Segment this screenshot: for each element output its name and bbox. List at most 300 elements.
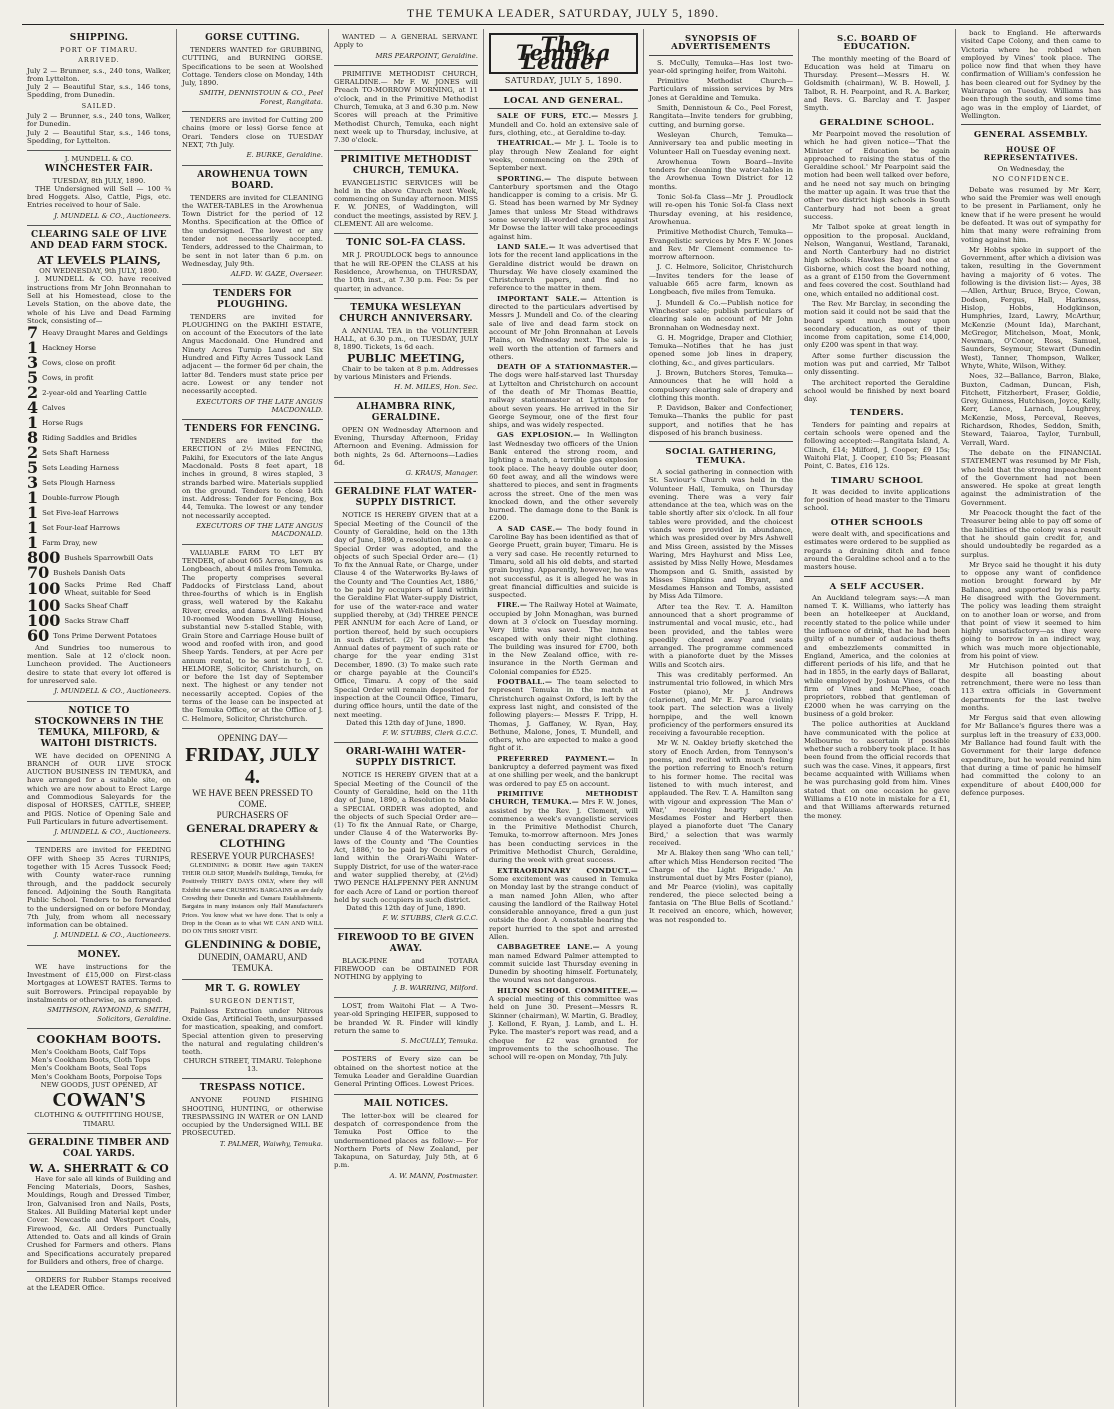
house-heading: HOUSE OF REPRESENTATIVES.	[983, 144, 1079, 162]
ad-body: WANTED — A GENERAL SERVANT. Apply to	[334, 33, 478, 50]
ad-body: POSTERS of Every size can be obtained on the shortest notice at the Temuka Leader and Geraldine Guardian General Printing Offices. Lowest Prices.	[334, 1055, 478, 1089]
stock-item	[27, 518, 171, 538]
paragraph: Smith, Dennistoun & Co., Peel Forest, Rangitata—Invite tenders for grubbing, cutting, and burning gorse.	[649, 104, 793, 129]
paragraph	[489, 678, 638, 753]
paragraph	[489, 243, 638, 293]
paragraph	[489, 175, 638, 241]
paragraph: The Rev. Mr Barclay, in seconding the motion said it could not be said that the board spent much money upon secondary education, as out of their income from capitation, some £14,000, only £200 was spent in that way.	[804, 299, 950, 350]
column-6	[799, 29, 956, 1407]
ad-signature: ALFD. W. GAZE, Overseer.	[230, 270, 323, 279]
paragraph	[489, 943, 638, 984]
ad-signature: E. BURKE, Geraldine.	[246, 151, 323, 160]
water-supply-notice	[334, 483, 478, 743]
alhambra-rink-ad	[334, 398, 478, 484]
ad-heading: AROWHENUA TOWN BOARD.	[197, 169, 308, 191]
ad-heading: GORSE CUTTING.	[205, 33, 300, 43]
ad-signature: J. B. WARRING, Milford.	[393, 983, 478, 992]
paragraph: Debate was resumed by Mr Kerr, who said the Premier was well enough to be present in Parliament, only he knew that if he were present he would be defeated. It was out of sympathy for him that many were refraining from voting against him.	[961, 185, 1101, 244]
stock-description: Sets Leading Harness	[42, 463, 119, 472]
geraldine-heading: GERALDINE SCHOOL.	[819, 117, 935, 128]
ad-date: TUESDAY, 8th JULY, 1890.	[52, 176, 146, 185]
ad-signature: F. W. STUBBS, Clerk G.C.C.	[382, 729, 478, 738]
paragraph-text: It was advertised that lots for the recent land applications in the Geraldine district would be drawn on Thursday. We have closely examined the Christchurch papers, and find no reference to the matter in them.	[489, 242, 638, 293]
ad-meeting: PUBLIC MEETING,	[347, 351, 465, 365]
paragraph: It was decided to invite applications for position of head master to the Timaru school.	[804, 487, 950, 513]
column-5	[644, 29, 799, 1407]
ad-signature: EXECUTORS OF THE LATE ANGUS MACDONALD.	[196, 397, 323, 414]
ad-signature: S. McCULLY, Temuka.	[400, 1037, 478, 1046]
stock-quantity: 4	[27, 398, 39, 418]
paragraph: Noes, 32—Ballance, Barron, Blake, Buxton, Cadman, Duncan, Fish, Fitchett, Fitzherbert, Fraser, Goldie, Grey, Guinness, Hutchison, Joyce, Kelly, Kerr, Lance, Larnach, Loughrey, McKenzie, Moss, Perceval, Reeves, Richardson, Rhodes, Seddon, Smith, Steward, Taiaroa, Taylor, Turnbull, Verrall, Ward.	[961, 372, 1101, 447]
ad-body: TENDERS WANTED for GRUBBING, CUTTING, and BURNING GORSE. Specifications to be seen at Woolshed Cottage. Tenders close on Monday, 14th July, 1890.	[182, 46, 323, 88]
paragraph-lead: SPORTING.—	[497, 174, 552, 183]
stock-item	[27, 458, 171, 478]
stock-description: Hackney Horse	[42, 343, 96, 352]
ad-body: EVANGELISTIC SERVICES will be held in the above Church next Week, commencing on Sunday afternoon. MISS F. W. JONES, of Waddington, will conduct the meetings, assisted by REV. J. CLEMENT. All are welcome.	[334, 178, 478, 229]
geraldine-article	[804, 130, 950, 404]
dateline: SATURDAY, JULY 5, 1890.	[489, 77, 638, 91]
ad-body: BLACK-PINE and TOTARA FIREWOOD can be OBTAINED FOR NOTHING by applying to	[334, 956, 478, 982]
board-heading: S.C. BOARD OF EDUCATION.	[836, 34, 917, 53]
paragraph-text: The dispute between Canterbury sportsmen and the Otago handicapper is coming to a crisis. Mr G. G. Stead has been warned by Mr Sydney James that unless Mr Stead withdraws some severely ill-worded charges against Mr Dowse the latter will take proceedings against him.	[489, 174, 638, 241]
stock-description: Set Five-leaf Harrows	[42, 508, 119, 517]
social-heading: SOCIAL GATHERING, TEMUKA.	[665, 447, 777, 466]
paragraph: An Auckland telegram says:—A man named T. K. Williams, who latterly has been an hotelkeeper at Auckland, recently stated to the police while under the influence of drink, that he had been guilty of a number of audacious thefts and embezzlements committed in England, America, and the colonies at different periods of his life, and that he had in 1855, in the early days of Ballarat, while employed by Joshua Vines, of the firm of Vines and McPhee, coach proprietors, robbed that gentleman of £2000 when he was carrying on the business of a gold broker.	[804, 593, 950, 718]
ad-body: WE have instructions for the Investment of £15,000 on First-class Mortgages at LOWEST RATES. Terms to suit Borrowers. Principal repayable by instalments or otherwise, as arranged.	[27, 962, 171, 1004]
paragraph	[489, 112, 638, 137]
paragraph	[489, 601, 638, 676]
ad-tail: And Sundries too numerous to mention. Sale at 12 o'clock noon. Luncheon provided. The Auctioneers desire to state that every lot offered is for unreserved sale.	[27, 643, 171, 685]
ad-body: TENDERS are invited for CLEANING the WATER-TABLES in the Arowhenua Town District for the period of 12 Months. Specification at the Office of the undersigned. The lowest or any tender not necessarily accepted. Tenders, addressed to the Chairman, to be sent in not later than 6 p.m. on Wednesday, July 9th.	[182, 193, 323, 268]
ad-heading: MR T. G. ROWLEY	[204, 983, 301, 994]
paragraph: This was creditably performed. An instrumental trio followed, in which Mrs Foster (piano), Mr J. Andrews (clarionet), and Mr E. Pearce (violin) took part. The selection was a lively hornpipe, and the well known proficiency of the performers ensured its receiving a favourable reception.	[649, 671, 793, 738]
ad-signature: J. MUNDELL & CO., Auctioneers.	[54, 828, 171, 837]
dentist-ad	[182, 980, 323, 1080]
ploughing-tender-ad	[182, 285, 323, 421]
column-7	[956, 29, 1106, 1407]
stock-quantity: 1	[27, 518, 39, 538]
ad-signature: A. W. MANN, Postmaster.	[389, 1171, 478, 1180]
ad-purchasers: PURCHASERS OF	[216, 809, 289, 820]
stock-item	[27, 563, 171, 583]
stock-item	[27, 398, 171, 418]
paragraph: J. Mundell & Co.—Publish notice for Winchester sale; publish particulars of clearing sale on account of Mr John Bronnahan on Wednesday next.	[649, 298, 793, 332]
ad-heading: MAIL NOTICES.	[363, 1098, 449, 1109]
column-2	[177, 29, 329, 1407]
stock-quantity: 100	[27, 595, 61, 615]
sailed-label: SAILED.	[81, 101, 117, 110]
ad-day: FRIDAY, JULY 4.	[185, 743, 320, 788]
divider	[804, 576, 950, 577]
paragraph-lead: SALE OF FURS, ETC.—	[497, 112, 599, 121]
posters-ad	[334, 1051, 478, 1094]
stock-description: Bushels Danish Oats	[53, 568, 126, 577]
ad-body: The letter-box will be cleared for despatch of correspondence from the Temuka Post Office to the undermentioned places as follow:— For Northern Ports of New Zealand, per Takapuna, on Saturday, July 5th, at 6 p.m.	[334, 1111, 478, 1170]
board-article	[804, 55, 950, 113]
firm-name: GLENDINING & DOBIE,	[184, 936, 321, 951]
ad-body: VALUABLE FARM TO LET BY TENDER, of about 665 Acres, known as Longbeach, about 4 miles from Temuka. The property comprises several Paddocks of Firstclass Land, about three-fourths of which is in English grass, well watered by the Kakahu River, creeks, and dams. A Well-finished 10-roomed Wooden Dwelling House, substantial new 5-stalled Stable, with Grain Store and Carriage House built of wood and roofed with iron, and good Sheep Yards. Tenders, at per Acre per annum rental, to be sent in to J. C. HELMORE, Solicitor, Christchurch, on or before the 1st day of September next. The highest or any tender not necessarily accepted. Copies of the terms of the lease can be inspected at the Temuka Office, or at the Office of J. C. Helmore, Solicitor, Christchurch.	[182, 548, 323, 723]
paragraph-lead: DEATH OF A STATIONMASTER.—	[497, 363, 638, 372]
arrived-line: July 2 — Brunner, s.s., 240 tons, Walker, from Lyttelton.	[27, 66, 171, 83]
stock-item	[27, 353, 171, 373]
paragraph-lead: EXTRAORDINARY CONDUCT.—	[497, 866, 638, 875]
ad-sub: SURGEON DENTIST,	[209, 996, 296, 1005]
ad-body: Chair to be taken at 8 p.m. Addresses by various Ministers and Friends.	[334, 364, 478, 382]
paragraph: Mr Peacock thought the fact of the Treasurer being able to pay off some of the liabilities of the colony was a result that he should gain credit for, and should undoubtedly be regarded as a surplus.	[961, 509, 1101, 559]
firm-towns: DUNEDIN, OAMARU, AND TEMUKA.	[198, 951, 307, 973]
other-heading: OTHER SCHOOLS	[830, 517, 924, 528]
ad-body: Have for sale all kinds of Building and Fencing Materials, Doors, Sashes, Mouldings, Rough and Dressed Timber, Iron, Galvanised Iron and Nails, Posts, Stakes. All Building Material kept under Cover. Newcastle and Westport Coals, Firewood, &c. All Orders Punctually Attended to. Oats and all kinds of Grain Crushed for Farmers and others. Plans and Specifications accurately prepared for Builders and others, free of charge.	[27, 1174, 171, 1266]
firm-name: W. A. SHERRATT & CO	[29, 1161, 169, 1175]
tonic-solfa-ad	[334, 234, 478, 298]
stock-list	[27, 323, 171, 645]
social-article	[649, 468, 793, 924]
divider	[961, 124, 1101, 125]
stock-quantity: 800	[27, 548, 61, 568]
paragraph-text: The body found in Caroline Bay has been identified as that of George Pruett, grain buyer, Timaru. He is a very sad case. He recently returned to Timaru, sold all his old debts, and started grain buying. Apparently, however, he was not successful, as it is alleged he was in great financial difficulties and suicide is suspected.	[489, 524, 638, 600]
ad-body: TENDERS are invited for PLOUGHING on the PAKIHI ESTATE, on account of the Executors of the late Angus Macdonald. One Hundred and Ninety Acres Turnip Land and Six Hundred and Fifty Acres Tussock Land adjacent — the former 6d per chain, the latter 8d. Tenders must state price per acre. Lowest or any tender not necessarily accepted.	[182, 312, 323, 396]
paragraph-text: Mrs F. W. Jones, assisted by the Rev. J. Clement, will commence a week's evangelistic services in the Primitive Methodist Church, Temuka, to-morrow afternoon. Mrs Jones has been conducting services in the Primitive Methodist Church, Geraldine, during the week with great success.	[489, 798, 638, 865]
timaru-heading: TIMARU SCHOOL	[831, 475, 923, 486]
ad-body: TENDERS are invited for FEEDING OFF with Sheep 35 Acres TURNIPS, together with 15 Acres Tussock Feed; with County water-race running through, and the paddock securely fenced. Adjoining the South Rangitata Public School. Tenders to be forwarded to the undersigned on or before Monday, 7th July, from whom all necessary information can be obtained.	[27, 846, 171, 930]
gorse-cutting-ad	[182, 29, 323, 112]
paragraph	[489, 431, 638, 522]
ad-reserve: RESERVE YOUR PURCHASES!	[190, 850, 315, 861]
paragraph-text: The team selected to represent Temuka in the match at Christchurch against Oxford, is left by the express last night, and consisted of the following players:— Messrs F. Tripp, H. Thomas, J. Gaffaney, W. Ryan, Hay, Bethune, Malone, Jones, T. Mundell, and others, who are expected to make a good fight of it.	[489, 678, 638, 753]
paragraph: Mr W. N. Oakley briefly sketched the story of Enoch Arden, from Tennyson's poems, and recited with much feeling the portion referring to Enoch's return to his former home. The recital was listened to with much interest, and applauded. The Rev. T. A. Hamilton sang with vigour and expression 'The Man o' War,' receiving hearty applause. Mesdames Foster and Herbert then played a pianoforte duet 'The Canary Bird,' a selection that was warmly received.	[649, 739, 793, 848]
paragraph	[489, 755, 638, 788]
stock-description: Riding Saddles and Bridles	[42, 433, 137, 442]
ad-signature: EXECUTORS OF THE LATE ANGUS MACDONALD.	[196, 522, 323, 539]
ad-heading: WINCHESTER FAIR.	[44, 163, 154, 174]
ad-heading: ORARI-WAIHI WATER-SUPPLY DISTRICT.	[345, 747, 466, 769]
stock-quantity: 5	[27, 458, 39, 478]
gorse-fence-ad	[182, 112, 323, 165]
paragraph-text: Attention is directed to the particulars advertised by Messrs J. Mundell and Co. of the clearing sale of live and dead farm stock on account of Mr John Bronnahan at Levels Plains, on Wednesday next. The sale is well worth the attention of farmers and others.	[489, 294, 638, 361]
ad-signature: SMITHSON, RAYMOND, & SMITH, Solicitors, Geraldine.	[47, 1006, 171, 1023]
continued-article	[961, 29, 1101, 120]
ad-heading: TONIC SOL-FA CLASS.	[346, 238, 466, 249]
stock-quantity: 100	[27, 610, 61, 630]
paragraph: Arowhenua Town Board—Invite tenders for cleaning the water-tables in the Arowhenua Town District for 12 months.	[649, 157, 793, 191]
ad-signature: T. PALMER, Waiwhy, Temuka.	[219, 1139, 323, 1148]
arrived-label: ARRIVED.	[78, 56, 120, 65]
paragraph: The architect reported the Geraldine school would be finished by next board day.	[804, 378, 950, 404]
stock-description: Tons Prime Derwent Potatoes	[53, 631, 157, 640]
paragraph: After tea the Rev. T. A. Hamilton announced that a short programme of instrumental and vocal music, etc., had been provided, and the tables were speedily cleared away and seats arranged. The programme commenced with a pianoforte duet by the Misses Wills and Scotch airs.	[649, 602, 793, 669]
ad-signature: MRS PEARPOINT, Geraldine.	[375, 51, 478, 60]
ad-date: ON WEDNESDAY, 9th JULY, 1890.	[39, 267, 159, 276]
sailed-line: July 2 — Brunner, s.s., 240 tons, Walker, for Dunedin.	[27, 112, 171, 129]
lost-heifer-ad	[334, 998, 478, 1051]
paragraph	[489, 139, 638, 172]
ad-body: MR J. PROUDLOCK begs to announce that he will RE-OPEN the CLASS at his Residence, Arowhenua, on THURSDAY, the 10th inst., at 7.30 p.m. Fee: 5s per quarter, in advance.	[334, 251, 478, 293]
stock-quantity: 60	[27, 625, 50, 645]
stock-quantity: 1	[27, 338, 39, 358]
stock-description: Sacks Sheaf Chaff	[64, 601, 128, 610]
synopsis-heading: SYNOPSIS OF ADVERTISEMENTS	[649, 35, 793, 56]
ad-body: ANYONE FOUND FISHING SHOOTING, HUNTING, or otherwise TRESPASSING IN WATER or ON LAND occupied by the Undersigned WILL BE PROSECUTED.	[182, 1096, 323, 1138]
ad-line: WE HAVE BEEN PRESSED TO COME.	[192, 787, 313, 809]
ad-heading: TRESPASS NOTICE.	[199, 1083, 306, 1094]
tenders-heading: TENDERS.	[849, 408, 905, 419]
column-4	[484, 29, 644, 1407]
paragraph: S. McCully, Temuka—Has lost two-year-old springing heifer, from Waitohi.	[649, 58, 793, 75]
paragraph: Mr Hobbs spoke in support of the Government, after which a division was taken, resulting in the Government having a majority of 6 votes. The following is the division list:— Ayes, 38—Allen, Arthur, Bruce, Bryce, Cowan, Dodson, Fergus, Hall, Harkness, Hislop, Hobbs, Hodgkinson, Humphries, Izard, Lawry, McArthur, McKenzie (Mount Ida), Marchant, McGregor, Mitchelson, Moat, Monk, Newman, O'Conor, Ross, Samuel, Saunders, Seymour, Stewart (Dunedin West), Tanner, Thompson, Walker, Whyte, White, Wilson, Withey.	[961, 245, 1101, 370]
stock-quantity: 1	[27, 488, 39, 508]
store-name: COWAN'S	[52, 1089, 146, 1112]
stock-item	[27, 368, 171, 388]
paragraph: P. Davidson, Baker and Confectioner, Temuka—Thanks the public for past support, and notifies that he has disposed of his branch business.	[649, 404, 793, 438]
ad-signature: F. W. STUBBS, Clerk G.C.C.	[382, 914, 478, 923]
rubber-stamps-ad	[27, 1272, 171, 1298]
primitive-methodist-ad	[334, 66, 478, 151]
feeding-tender-ad	[27, 842, 171, 945]
ad-body: TENDERS are invited for the ERECTION of 2½ Miles FENCING, Pakihi, for Executors of the late Angus Macdonald. Posts 8 feet apart, 18 inches in ground, 8 wires stapled, 3 strands barbed wire. Materials supplied on the ground. Tenders to close 14th inst. Address: Tender for Fencing, Box 44, Temuka. The lowest or any tender not necessarily accepted.	[182, 437, 323, 520]
boot-line: Men's Cookham Boots, Seal Tops	[31, 1064, 147, 1073]
paragraph	[489, 790, 638, 865]
assembly-article	[961, 186, 1101, 797]
stock-description: 2-year-old and Yearling Cattle	[42, 388, 147, 397]
stock-quantity: 5	[27, 368, 39, 388]
ad-signature: J. MUNDELL & CO., Auctioneers.	[54, 211, 171, 220]
stock-item	[27, 473, 171, 493]
paragraph-lead: CABBAGETREE LANE.—	[497, 943, 600, 952]
stock-item	[27, 338, 171, 358]
paragraph: Tonic Sol-fa Class—Mr J. Proudlock will re-open his Tonic Sol-fa Class next Thursday evening, at his residence, Arowhenua.	[649, 193, 793, 226]
paragraph	[489, 867, 638, 942]
local-general-heading: LOCAL AND GENERAL.	[489, 97, 638, 109]
paragraph: A social gathering in connection with St. Saviour's Church was held in the Volunteer Hall, Temuka, on Thursday evening. There was a very fair attendance at the tea, which was on the table shortly after six o'clock. In all four tables were provided, and the choicest viands were provided in abundance, which was presided over by Mrs Ashwell and Miss Green, assisted by the Misses Waring, Mrs Hayhurst and Miss Lee, assisted by Miss Nelly Howe, Mesdames Thompson and G. Smith, assisted by Misses Simpkins and Bryant, and Mesdames Hanson and Tombs, assisted by Miss Ada Tilmore.	[649, 467, 793, 601]
ad-pre: OPENING DAY—	[217, 732, 288, 743]
stock-description: Heavy Draught Mares and Geldings	[42, 328, 168, 337]
paragraph-text: The dogs were half-starved last Thursday at Lyttelton and Christchurch on account of the death of Mr Thomas Beattie, railway stationmaster at Lyttelton for about seven years. He arrived in the Sir George Seymour, one of the first four ships, and was widely respected.	[489, 371, 638, 430]
paragraph-lead: PRIMITIVE METHODIST CHURCH, TEMUKA.—	[489, 789, 638, 807]
ad-signature: J. MUNDELL & CO., Auctioneers.	[54, 931, 171, 940]
paragraph: The debate on the FINANCIAL STATEMENT was resumed by Mr Fish, who held that the strong impeachment of the Government had not been answered. He spoke at great length against the administration of the Government.	[961, 448, 1101, 507]
stock-description: Sets Plough Harness	[42, 478, 115, 487]
paragraph: Mr Talbot spoke at great length in opposition to the proposal. Auckland, Nelson, Wanganui, Westland, Taranaki, and North Canterbury had no district high schools. Hawkes Bay had one at Gisborne, which cost the board nothing, as a grant of £150 from the Government and fees covered the cost. Southland had one, which entailed no additional cost.	[804, 223, 950, 298]
paragraph-lead: IMPORTANT SALE.—	[497, 294, 588, 303]
ad-signature: J. MUNDELL & CO., Auctioneers.	[54, 687, 171, 696]
paragraph-text: A young man named Edward Palmer attempted to commit suicide last Thursday evening in Dunedin by shooting himself. Fortunately, the wound was not dangerous.	[489, 943, 638, 985]
ad-body: LOST, from Waitohi Flat — A Two-year-old Springing HEIFER, supposed to be branded W. R. Finder will kindly return the same to	[334, 1001, 478, 1035]
water-supply-notice	[334, 743, 478, 928]
ad-tag: NEW GOODS, JUST OPENED, AT	[40, 1081, 158, 1089]
stock-description: Double-furrow Plough	[42, 493, 120, 502]
paragraph: J. Brown, Butchers Stores, Temuka—Announces that he will hold a compulsory clearing sale of drapery and clothing this month.	[649, 368, 793, 402]
confidence-heading: NO CONFIDENCE.	[992, 175, 1070, 184]
paragraph: Mr Pearpoint moved the resolution of which he had given notice—'That the Minister of Education be again approached to raising the status of the Geraldine school.' Mr Pearpoint said the motion had been well talked over before, and he need not say much on bringing the matter up again. It was true that the other two district high schools in South Canterbury had not been a great success.	[804, 129, 950, 221]
column-3	[329, 29, 484, 1407]
stock-quantity: 3	[27, 353, 39, 373]
winchester-fair-ad	[27, 151, 171, 226]
column-1	[22, 29, 177, 1407]
stock-quantity: 2	[27, 443, 39, 463]
stock-description: Farm Dray, new	[42, 538, 98, 547]
boot-line: Men's Cookham Boots, Porpoise Tops	[31, 1072, 162, 1081]
ad-signature: H. M. MILES, Hon. Sec.	[394, 383, 478, 392]
stock-quantity: 100	[27, 579, 61, 599]
accuser-heading: A SELF ACCUSER.	[829, 581, 925, 592]
stock-description: Sets Shaft Harness	[42, 448, 110, 457]
ad-heading: GERALDINE TIMBER AND COAL YARDS.	[28, 1137, 170, 1159]
stock-item	[27, 503, 171, 523]
stock-quantity: 1	[27, 533, 39, 553]
timaru-article	[804, 488, 950, 513]
paragraph-text: Messrs J. Mundell and Co. hold an extensive sale of furs, clothing, etc., at Geraldine to-day.	[489, 112, 638, 138]
running-head: THE TEMUKA LEADER, SATURDAY, JULY 5, 1890.	[22, 6, 1104, 25]
paragraph: After some further discussion the motion was put and carried, Mr Talbot only dissenting.	[804, 351, 950, 377]
paragraph-text: In bankruptcy a deferred payment was fixed at one shilling per week, and the bankrupt was ordered to pay £5 on account.	[489, 754, 638, 788]
paragraph: G. H. Mogridge, Draper and Clothier, Temuka—Notifies that he has just opened some job lines in drapery, clothing, &c., and gives particulars.	[649, 333, 793, 367]
synopsis-list	[649, 59, 793, 438]
tenders-article	[804, 421, 950, 471]
paragraph: Primitive Methodist Church, Temuka—Evangelistic services by Mrs F. W. Jones and Rev. Mr Clement commence to-morrow afternoon.	[649, 228, 794, 262]
ad-heading: TENDERS FOR PLOUGHING.	[213, 288, 292, 310]
store-sub: CLOTHING & OUTFITTING HOUSE, TIMARU.	[34, 1111, 164, 1128]
divider	[649, 441, 793, 442]
ad-body: NOTICE IS HEREBY GIVEN that at a Special Meeting of the Council of the County of Geraldine, held on the 13th day of June, 1890, a resolution to make a Special Order was adopted, and the objects of such Special Order are— (1) To fix the Annual Rate, or Charge, under Clause 4 of the Waterworks By-laws of the County and 'The Counties Act, 1886,' to be paid by occupiers of land within the Geraldine Flat Water-supply District, for use of the water-race and water supplied thereby, at (3d) THREE PENCE PER ANNUM for each Acre of Land, or portion thereof, held by such occupiers in such district. (2) To appoint the Annual dates of payment of such rate or charge for the year ending 31st December, 1890. (3) To make such rate or charge payable at the Council's Office, Timaru. A copy of the said Special Order will remain deposited for inspection at the Council Office, Timaru, during office hours, until the date of the next meeting.	[334, 511, 478, 719]
stock-description: Sacks Prime Red Chaff Wheat, suitable for Seed	[64, 581, 171, 598]
ad-general: GENERAL DRAPERY & CLOTHING	[186, 820, 319, 850]
shipping-section	[27, 29, 171, 151]
ad-heading: PRIMITIVE METHODIST CHURCH, TEMUKA.	[340, 154, 472, 176]
stock-description: Cows, in profit	[42, 373, 94, 382]
farm-to-let-ad	[182, 545, 323, 729]
ad-heading: TEMUKA WESLEYAN CHURCH ANNIVERSARY.	[339, 302, 473, 324]
fencing-tender-ad	[182, 420, 323, 545]
paragraph-text: The Railway Hotel at Waimate, occupied by John Monaghan, was burned down at 3 o'clock on Tuesday morning. Very little was saved. The inmates escaped with only their night clothing. The building was insured for £700, both in the New Zealand office, with re-insurance in the North German and Colonial companies for £525.	[489, 601, 638, 676]
trespass-ad	[182, 1079, 323, 1153]
stock-description: Set Four-leaf Harrows	[42, 523, 120, 532]
stock-quantity: 3	[27, 473, 39, 493]
house-date: On Wednesday, the	[997, 165, 1065, 174]
local-news	[489, 112, 638, 1061]
paragraph: The police authorities at Auckland have communicated with the police at Melbourne to ascertain if possible whether such a robbery took place. It has been found from the official records that such was the case. Vines, it appears, first became acquainted with Williams when he was purchasing gold from him. Vines stated that on one occasion he gave Williams a £10 note in mistake for a £1, and that Williams afterwards returned the money.	[804, 720, 950, 820]
paragraph	[489, 363, 638, 429]
columns	[22, 29, 1104, 1407]
stock-quantity: 2	[27, 383, 39, 403]
boot-line: Men's Cookham Boots, Calf Tops	[31, 1047, 146, 1056]
ad-heading: TENDERS FOR FENCING.	[184, 424, 321, 435]
ad-heading: MONEY.	[77, 949, 121, 960]
paragraph-lead: FOOTBALL.—	[497, 678, 553, 687]
paragraph	[489, 295, 638, 361]
ad-body: WE have decided on OPENING A BRANCH of OUR LIVE STOCK AUCTION BUSINESS IN TEMUKA, and have arranged for a suitable site, on which we are now about to Erect Large and Commodious Saleyards for the disposal of HORSES, CATTLE, SHEEP, and PIGS. Notice of Opening Sale and Full Particulars in future advertisement.	[27, 751, 171, 826]
ad-signature: G. KRAUS, Manager.	[405, 469, 478, 478]
port-heading: PORT OF TIMARU.	[60, 46, 138, 54]
stock-description: Sacks Straw Chaff	[64, 616, 129, 625]
ad-address: CHURCH STREET, TIMARU. Telephone 13.	[183, 1056, 322, 1073]
paragraph: Mr Hutchison pointed out that despite all boasting about retrenchment, there were no less than 113 extra officials in Government departments for the last twelve months.	[961, 662, 1101, 712]
ad-date: Dated this 12th day of June, 1890.	[346, 904, 466, 913]
paragraph: were dealt with, and specifications and estimates were ordered to be supplied as regards a draining ditch and fence around the Geraldine school and a to the masters house.	[804, 530, 950, 572]
ad-body: PRIMITIVE METHODIST CHURCH, GERALDINE.— Mr F. W. JONES will Preach TO-MORROW MORNING, at 11 o'clock, and in the Primitive Methodist Church, Temuka, at 3 and 6.30 p.m. New Scores will preach at the Primitive Methodist Church, Temuka, each night next week up to Thursday, inclusive, at 7.30 o'clock.	[334, 69, 478, 145]
paragraph	[489, 987, 638, 1062]
ad-body: TENDERS are invited for Cutting 200 chains (more or less) Gorse fence at Orari. Tenders close on TUESDAY NEXT, 7th July.	[182, 116, 323, 149]
mail-notices	[334, 1095, 478, 1185]
ad-heading: NOTICE TO STOCKOWNERS IN THE TEMUKA, MILFORD, & WAITOHI DISTRICTS.	[34, 705, 164, 749]
stock-item	[27, 383, 171, 403]
paragraph-lead: PREFERRED PAYMENT.—	[497, 754, 616, 763]
ad-heading: COOKHAM BOOTS.	[36, 1032, 162, 1046]
accuser-article	[804, 594, 950, 820]
stock-quantity: 8	[27, 428, 39, 448]
stock-quantity: 7	[27, 323, 39, 343]
ad-body: GLENDINING & DOBIE Have again TAKEN THEIR OLD SHOP, Mundell's Buildings, Temuka, for Positively THIRTY DAYS ONLY, where they will Exhibit the same CRUSHING BARGAINS as are daily Crowding their Dunedin and Oamaru Establishments. Bargains in many instances only Half Manufacturer's Prices. You know what we have done. That is only a Drop in the Ocean as to what WE CAN AND WILL DO ON THIS SHORT VISIT.	[182, 861, 323, 936]
paragraph-lead: LAND SALE.—	[497, 242, 556, 251]
stock-item	[27, 323, 171, 343]
ad-body: THE Undersigned will Sell — 100 ¾ bred Hoggets. Also, Cattle, Pigs, etc. Entries received to hour of Sale.	[27, 184, 171, 210]
paragraph-text: Some excitement was caused in Temuka on Monday last by the strange conduct of a man named John Allen, who after causing the landlord of the Railway Hotel considerable annoyance, fired a gun just outside the door. A constable hearing the report hurried to the spot and arrested Allen.	[489, 874, 638, 941]
wesleyan-anniversary-ad	[334, 299, 478, 398]
stock-description: Calves	[42, 403, 66, 412]
paragraph-lead: FIRE.—	[497, 601, 528, 610]
timber-yards-ad	[27, 1134, 171, 1272]
stock-item	[27, 443, 171, 463]
ad-heading: ALHAMBRA RINK, GERALDINE.	[356, 401, 456, 423]
arrived-line: July 2 — Beautiful Star, s.s., 146 tons, Spedding, from Dunedin.	[27, 83, 171, 100]
firewood-ad	[334, 929, 478, 998]
paragraph-lead: THEATRICAL.—	[497, 139, 562, 148]
paragraph-lead: HILTON SCHOOL COMMITTEE.—	[497, 986, 638, 995]
ad-signature: SMITH, DENNISTOUN & CO., Peel Forest, Rangitata.	[199, 89, 323, 106]
ad-heading: GERALDINE FLAT WATER-SUPPLY DISTRICT.	[335, 487, 477, 509]
ad-body: Painless Extraction under Nitrous Oxide Gas, Artificial Teeth, unsurpassed for mastication, speaking, and comfort. Special attention given to preserving the natural and regulating children's teeth.	[182, 1006, 323, 1057]
stockowners-notice	[27, 702, 171, 843]
sailed-line: July 2 — Beautiful Star, s.s., 146 tons, Spedding, for Lyttelton.	[27, 128, 171, 145]
ad-body: A ANNUAL TEA in the VOLUNTEER HALL, at 6.30 p.m., on TUESDAY, JULY 8, 1890. Tickets, 1s 6d each.	[334, 326, 478, 352]
paragraph: The monthly meeting of the Board of Education was held at Timaru on Thursday. Present—Messrs H. W. Goldsmith (chairman), W. B. Howell, J. Talbot, R. H. Pearpoint, and R. A. Barker, and Revs. G. Barclay and T. Jasper Smyth.	[804, 54, 950, 113]
stock-quantity: 70	[27, 563, 50, 583]
paragraph-lead: A SAD CASE.—	[497, 524, 563, 533]
assembly-heading: GENERAL ASSEMBLY.	[973, 130, 1089, 141]
stock-item	[27, 488, 171, 508]
cookham-boots-ad	[27, 1029, 171, 1134]
ad-body: NOTICE IS HEREBY GIVEN that at a Special Meeting of the Council of the County of Geraldine, held on the 11th day of June, 1890, a Resolution to Make a SPECIAL ORDER was adopted, and the objects of such Special Order are— (1) To fix the Annual Rate, or Charge, under Clause 4 of the Waterworks By-laws of the County and 'The Counties Act, 1886,' to be paid by Occupiers of land within the Orari-Waihi Water-Supply District, for use of the water-race and water supplied thereby, at (2½d) TWO PENCE HALFPENNY PER ANNUM for each Acre of Land or portion thereof held by such occupiers in such district.	[334, 771, 478, 904]
shipping-heading: SHIPPING.	[69, 33, 129, 43]
stock-description: Horse Rugs	[42, 418, 83, 427]
stock-description: Cows, close on profit	[42, 358, 116, 367]
paragraph-text: Mr J. L. Toole is to play through New Zealand for eight weeks, commencing on the 29th of September next.	[489, 139, 638, 173]
masthead: The Temuka Leader	[489, 33, 638, 74]
stock-quantity: 1	[27, 503, 39, 523]
paragraph: Mr Fergus said that even allowing for Mr Ballance's figures there was a surplus left in the treasury of £33,000. Mr Ballance had found fault with the Government for their large defence expenditure, but he would remind him that during a time of panic he himself had committed the colony to an expenditure of about £400,000 for defence purposes.	[961, 714, 1101, 797]
paragraph: J. C. Helmore, Solicitor, Christchurch—Invites tenders for the lease of valuable 665 acre farm, known as Longbeach, five miles from Temuka.	[649, 263, 793, 297]
other-article	[804, 530, 950, 571]
ad-place: AT LEVELS PLAINS,	[37, 254, 161, 268]
ad-date: Dated this 12th day of June, 1890.	[346, 718, 466, 727]
ad-heading: CLEARING SALE OF LIVE AND DEAD FARM STOCK.	[30, 230, 168, 252]
ad-heading: FIREWOOD TO BE GIVEN AWAY.	[337, 932, 475, 954]
paragraph-text: In Wellington last Wednesday two officers of the Union Bank entered the strong room, and lighting a match, a terrible gas explosion took place. The heavy double outer door, 60 feet away, and all the windows were shattered to pieces, and sent in fragments across the street. One of the men was knocked down, and the other severely burned. The damage done to the Bank is £200.	[489, 431, 638, 523]
ad-body: OPEN ON Wednesday Afternoon and Evening, Thursday Afternoon, Friday Afternoon and Evening. Admission for both nights, 2s 6d. Afternoons—Ladies 6d.	[334, 425, 478, 467]
stock-item	[27, 428, 171, 448]
paragraph: Wesleyan Church, Temuka—Anniversary tea and public meeting in Volunteer Hall on Tuesday evening next.	[649, 130, 793, 156]
paragraph: Mr Bryce said he thought it his duty to oppose any want of confidence motion brought forward by Mr Ballance, and supported by his party. He disagreed with the Government. The policy was leading them straight on to another loan or worse, and from that point of view it seemed to him highly unsatisfactory—as they were going to borrow in an indirect way, which was much more objectionable, from his point of view.	[961, 560, 1101, 661]
paragraph: Mr A. Blakey then sang 'Who can tell,' after which Miss Henderson recited 'The Charge of the Light Brigade.' An instrumental duet by Mrs Foster (piano), and Mr Pearce (violin), was capitally rendered, the piece selected being a fantasia on 'The Blue Bells of Scotland.' It received an encore, which, however, was not responded to.	[649, 849, 793, 924]
clearing-sale-ad	[27, 226, 171, 701]
evangelistic-services-ad	[334, 151, 478, 235]
ad-body: J. MUNDELL & CO. have received instructions from Mr John Bronnahan to Sell at his Homestead, close to the Levels Station, on the above date, the whole of his Live and Dead Farming Stock, consisting of—	[27, 275, 171, 325]
paragraph: Primitive Methodist Church—Particulars of mission services by Mrs Jones at Geraldine and Temuka.	[649, 77, 793, 102]
paragraph	[489, 525, 638, 600]
stock-quantity: 1	[27, 413, 39, 433]
money-ad	[27, 946, 171, 1029]
stock-description: Bushels Sparrowbill Oats	[64, 553, 154, 562]
paragraph: Tenders for painting and repairs at certain schools were opened and the following accepted:—Rangitata Island, A. Clinch, £14; Milford, J. Cooper, £9 15s; Waitohi Flat, J. Cooper, £10 5s; Pleasant Point, C. Bates, £16 12s.	[804, 420, 950, 471]
